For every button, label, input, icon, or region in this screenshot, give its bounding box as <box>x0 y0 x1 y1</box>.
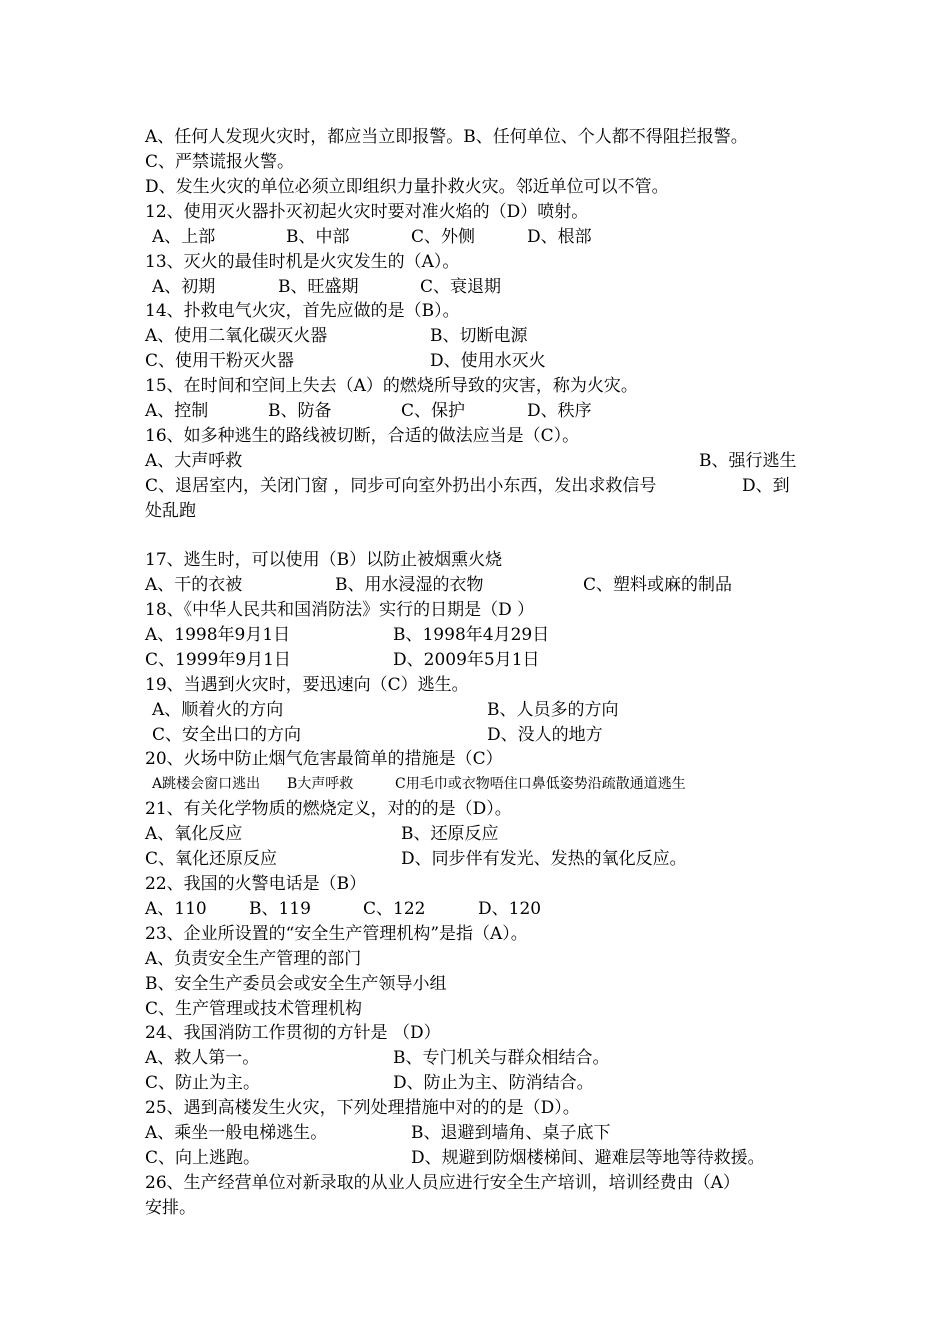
option-b: B、强行逃生 <box>699 451 797 471</box>
option-d: D、没人的地方 <box>487 725 603 745</box>
answer-line: D、发生火灾的单位必须立即组织力量扑救火灾。邻近单位可以不管。 <box>145 177 669 197</box>
question-line: 17、逃生时，可以使用（B）以防止被烟熏火烧 <box>145 550 503 570</box>
option-c: C、122 <box>363 899 426 919</box>
question-line: 16、如多种逃生的路线被切断，合适的做法应当是（C）。 <box>145 426 580 446</box>
option-c: C、防止为主。 <box>145 1073 261 1093</box>
option-d: D、同步伴有发光、发热的氧化反应。 <box>401 849 687 869</box>
option-d: D、根部 <box>527 227 592 247</box>
option-a: A、初期 <box>152 277 216 297</box>
option-c: C、外侧 <box>411 227 476 247</box>
option-a: A、负责安全生产管理的部门 <box>145 949 362 969</box>
option-d: D、规避到防烟楼梯间、避难层等地等待救援。 <box>411 1148 765 1168</box>
option-d-continued: 处乱跑 <box>145 501 196 521</box>
question-line: 13、灭火的最佳时机是火灾发生的（A）。 <box>145 252 460 272</box>
option-a: A、1998年9月1日 <box>145 625 291 645</box>
answer-line: A、任何人发现火灾时，都应当立即报警。B、任何单位、个人都不得阻拦报警。 <box>145 127 748 147</box>
option-a: A、顺着火的方向 <box>152 700 284 720</box>
option-d: D、120 <box>478 899 542 919</box>
option-b: B、中部 <box>286 227 350 247</box>
option-b: B、安全生产委员会或安全生产领导小组 <box>145 974 447 994</box>
option-b: B、还原反应 <box>401 824 499 844</box>
question-line: 12、使用灭火器扑灭初起火灾时要对准火焰的（D）喷射。 <box>145 202 589 222</box>
option-b: B大声呼救 <box>287 776 354 792</box>
option-d: D、秩序 <box>527 401 592 421</box>
question-line: 24、我国消防工作贯彻的方针是 （D） <box>145 1023 441 1043</box>
option-b: B、旺盛期 <box>278 277 359 297</box>
option-c: C、生产管理或技术管理机构 <box>145 999 363 1019</box>
question-line: 23、企业所设置的“安全生产管理机构”是指（A）。 <box>145 924 528 944</box>
option-a: A、大声呼救 <box>145 451 243 471</box>
option-c: C、保护 <box>401 401 466 421</box>
question-line: 26、生产经营单位对新录取的从业人员应进行安全生产培训，培训经费由（A） <box>145 1173 740 1193</box>
option-d: D、2009年5月1日 <box>393 650 540 670</box>
option-a: A、110 <box>145 899 207 919</box>
question-line: 15、在时间和空间上失去（A）的燃烧所导致的灾害，称为火灾。 <box>145 376 638 396</box>
option-a: A、救人第一。 <box>145 1048 260 1068</box>
option-b: B、人员多的方向 <box>487 700 619 720</box>
option-a: A跳楼会窗口逃出 <box>152 776 261 792</box>
option-a: A、干的衣被 <box>145 575 243 595</box>
option-b: B、退避到墙角、桌子底下 <box>411 1123 611 1143</box>
option-c: C、使用干粉灭火器 <box>145 351 295 371</box>
option-d: D、使用水灭火 <box>430 351 546 371</box>
option-b: B、切断电源 <box>430 326 528 346</box>
option-a: A、乘坐一般电梯逃生。 <box>145 1123 328 1143</box>
question-line: 14、扑救电气火灾，首先应做的是（B）。 <box>145 301 460 321</box>
option-a: A、控制 <box>145 401 209 421</box>
answer-line: C、严禁谎报火警。 <box>145 152 295 172</box>
option-c: C、退居室内，关闭门窗 ，同步可向室外扔出小东西，发出求救信号 <box>145 476 657 496</box>
question-line: 20、火场中防止烟气危害最简单的措施是（C） <box>145 749 503 769</box>
question-line: 21、有关化学物质的燃烧定义，对的的是（D）。 <box>145 799 512 819</box>
option-c: C、安全出口的方向 <box>152 725 302 745</box>
option-b: B、1998年4月29日 <box>393 625 550 645</box>
option-a: A、使用二氧化碳灭火器 <box>145 326 328 346</box>
option-a: A、上部 <box>152 227 216 247</box>
question-line: 18、《中华人民共和国消防法》实行的日期是（D ） <box>145 600 535 620</box>
option-c: C、塑料或麻的制品 <box>583 575 733 595</box>
question-line: 22、我国的火警电话是（B） <box>145 874 367 894</box>
option-c: C、衰退期 <box>420 277 502 297</box>
option-b: B、专门机关与群众相结合。 <box>393 1048 610 1068</box>
option-d: D、防止为主、防消结合。 <box>393 1073 594 1093</box>
question-line-continued: 安排。 <box>145 1198 196 1218</box>
option-d: D、到 <box>742 476 790 496</box>
option-b: B、防备 <box>268 401 332 421</box>
option-a: A、氧化反应 <box>145 824 243 844</box>
option-b: B、119 <box>249 899 311 919</box>
question-line: 19、当遇到火灾时，要迅速向（C）逃生。 <box>145 675 469 695</box>
option-c: C、1999年9月1日 <box>145 650 291 670</box>
option-b: B、用水浸湿的衣物 <box>335 575 484 595</box>
option-c: C、向上逃跑。 <box>145 1148 261 1168</box>
option-c: C用毛巾或衣物唔住口鼻低姿势沿疏散通道逃生 <box>395 776 686 792</box>
option-c: C、氧化还原反应 <box>145 849 278 869</box>
question-line: 25、遇到高楼发生火灾，下列处理措施中对的的是（D）。 <box>145 1098 580 1118</box>
